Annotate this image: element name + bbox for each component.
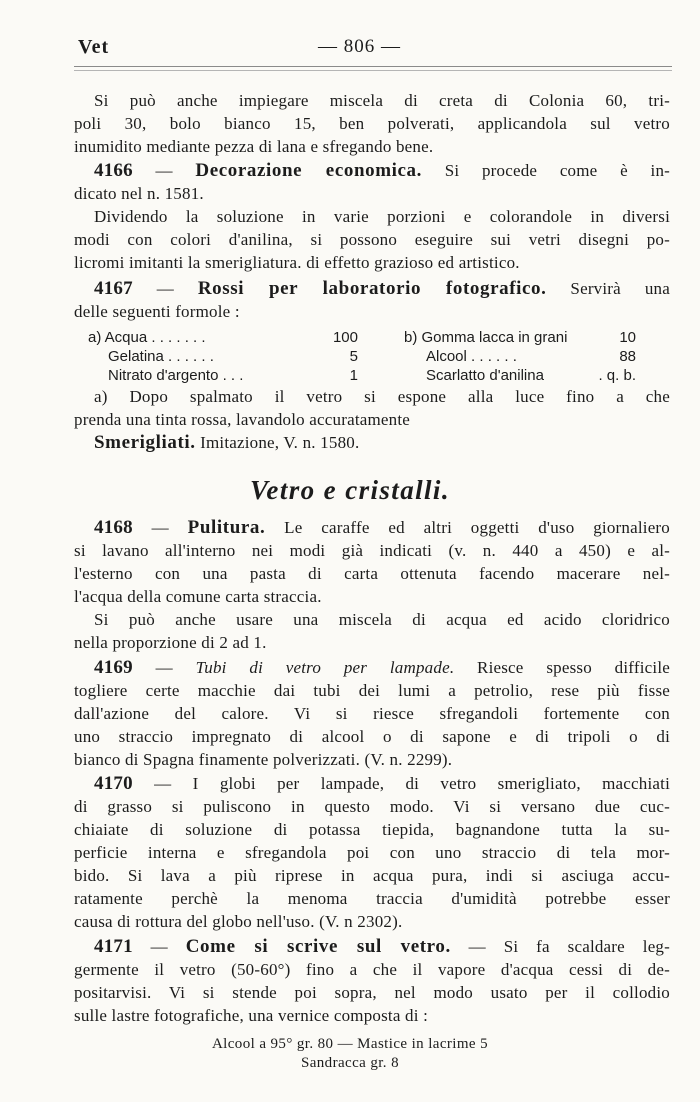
formula-ingredient: Scarlatto d'anilina [426,367,544,384]
formula-a [88,328,358,390]
entry-title: Decorazione economica. [195,160,423,181]
text-line: a) Dopo spalmato il vetro si espone alla luce fino a che [94,387,670,406]
entry-text: Imitazione, V. n. 1580. [195,433,360,452]
entry-4167-note [74,385,670,454]
entry-4169 [74,656,670,771]
formula-quantity: 100 [332,329,358,346]
text-line: uno straccio impregnato di alcool o di sapone e di tripoli o di [74,727,670,746]
entry-heading-line [74,656,670,679]
entry-title: Come si scrive sul vetro. [185,936,451,957]
entry-dash: — [132,937,186,956]
entry-dash: — [132,161,196,180]
recipe-line: Alcool a 95° gr. 80 — Mastice in lacrime 5 [211,1036,489,1052]
formula-ingredient: Alcool . . . . . . [426,348,517,365]
page-header [78,36,670,66]
text-line: causa di rottura del globo nell'uso. (V. n 2302). [74,912,403,931]
formula-row [426,366,636,386]
entry-heading-line [74,772,670,795]
text-line: poli 30, bolo bianco 15, ben polverati, applicandola sul vetro [74,114,670,133]
formula-quantity: 1 [349,367,358,384]
text-line: nella proporzione di 2 ad 1. [74,633,267,652]
text-line: modi con colori d'anilina, si possono eseguire sui vetri disegni po- [74,230,670,249]
text-line: chiaiate di soluzione di potassa tiepida, bagnandone tutta la su- [74,820,670,839]
text-line: ratamente perchè la menoma traccia d'umidità potrebbe esser [74,889,670,908]
entry-4166 [74,159,670,274]
formula-row [88,328,358,348]
entry-dash: — [132,518,188,537]
formula-quantity: 10 [619,329,636,346]
entry-heading-line [74,277,670,300]
entry-4170 [74,772,670,933]
page-number: — 806 — [318,36,401,57]
entry-text: — I globi per lampade, di vetro smerigliato, macchiati [132,774,670,793]
formula-b [404,328,636,390]
running-head: Vet [78,36,110,58]
entry-heading-line [74,935,670,958]
formula-row [108,366,358,386]
formula-quantity: 88 [619,348,636,365]
entry-4168 [74,516,670,654]
formula-quantity: . q. b. [598,367,636,384]
text-line: dicato nel n. 1581. [74,184,204,203]
entry-number: 4169 [94,657,133,678]
entry-title: Pulitura. [187,517,266,538]
entry-title: Smerigliati. [94,432,196,453]
entry-title: Rossi per laboratorio fotografico. [197,278,547,299]
text-line: delle seguenti formole : [74,302,240,321]
entry-dash: — [132,279,198,298]
entry-4167 [74,277,670,323]
formula-ingredient: a) Acqua . . . . . . . [88,329,206,346]
formula-row [404,328,636,348]
section-title: Vetro e cristalli. [250,475,450,505]
text-line: l'esterno con una pasta di carta ottenuta facendo macerare nel- [74,564,670,583]
text-line: Si può anche usare una miscela di acqua ed acido cloridrico [94,610,670,629]
text-line: perficie interna e sfregandola poi con uno straccio di tela mor- [74,843,670,862]
formula-ingredient: b) Gomma lacca in grani [404,329,568,346]
text-line: l'acqua della comune carta straccia. [74,587,322,606]
entry-title: Tubi di vetro per lampade. [195,658,455,677]
text-line: dall'azione del calore. Vi si riesce sfregandoli fortemente con [74,704,670,723]
entry-number: 4166 [94,160,133,181]
entry-heading-line [74,159,670,182]
text-line: sulle lastre fotografiche, una vernice composta di : [74,1006,429,1025]
entry-text: Riesce spesso difficile [454,658,670,677]
recipe-line: Sandracca gr. 8 [300,1055,400,1071]
text-line: togliere certe macchie dai tubi dei lumi a petrolio, rese più fisse [74,681,670,700]
text-line: di grasso si puliscono in questo modo. Vi si versano due cuc- [74,797,670,816]
header-rule [74,66,672,67]
text-line: positarvisi. Vi si stende poi sopra, nel modo usato per il collodio [74,983,670,1002]
entry-number: 4167 [94,278,133,299]
entry-heading-line [74,516,670,539]
paragraph-creta [74,89,670,158]
text-line: si lavano all'interno nei modi già indicati (v. n. 440 a 450) e al- [74,541,670,560]
formula-row [108,347,358,367]
entry-number: 4170 [94,773,133,794]
text-line: licromi imitanti la smerigliatura. di effetto grazioso ed artistico. [74,253,520,272]
text-line: bianco di Spagna finamente polverizzati. (V. n. 2299). [74,750,453,769]
formula-quantity: 5 [349,348,358,365]
entry-text: Le caraffe ed altri oggetti d'uso giornaliero [265,518,670,537]
entry-text: Servirà una [546,279,670,298]
entry-dash: — [132,658,196,677]
text-line: Dividendo la soluzione in varie porzioni e colorandole in diversi [94,207,670,226]
entry-4171 [74,935,670,1027]
entry-text: — Si fa scaldare leg- [450,937,670,956]
formula-ingredient: Nitrato d'argento . . . [108,367,244,384]
formula-row [426,347,636,367]
text-line: germente il vetro (50-60°) fino a che il vapore d'acqua cessi di de- [74,960,670,979]
entry-number: 4168 [94,517,133,538]
text-line: bido. Si lava a più riprese in acqua pura, indi si asciuga accu- [74,866,670,885]
text-line: prenda una tinta rossa, lavandolo accuratamente [74,410,411,429]
entry-text: Si procede come è in- [422,161,671,180]
text-line: inumidito mediante pezza di lana e sfregando bene. [74,137,434,156]
formula-ingredient: Gelatina . . . . . . [108,348,214,365]
cross-reference-line [74,431,670,454]
entry-number: 4171 [94,936,133,957]
text-line: Si può anche impiegare miscela di creta di Colonia 60, tri- [94,91,670,110]
